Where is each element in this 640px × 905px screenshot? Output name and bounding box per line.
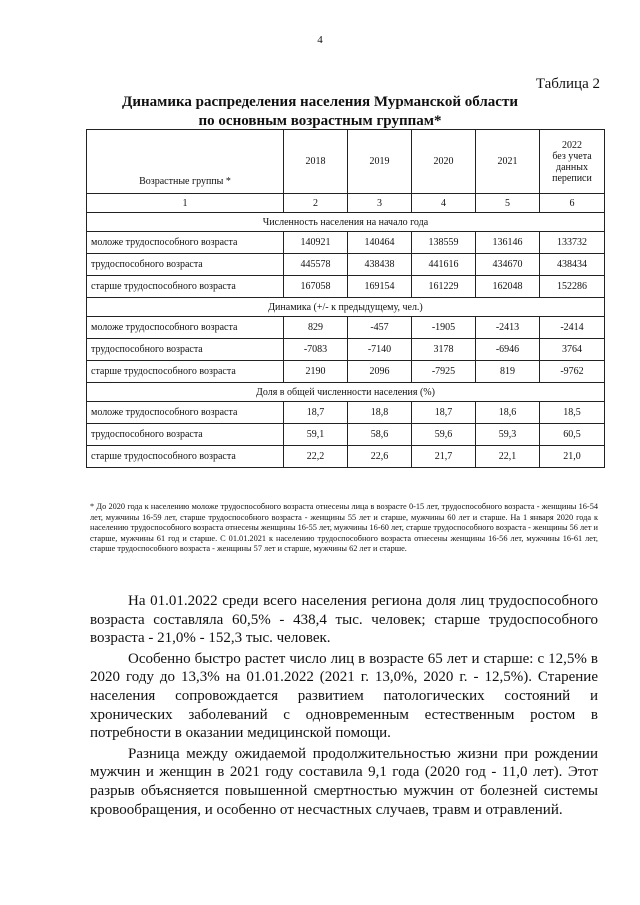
table-cell: 18,7 [284,402,348,424]
table-cell: 18,7 [412,402,476,424]
table-cell: 161229 [412,276,476,298]
header-age-groups: Возрастные группы * [87,130,284,194]
table-cell: 2096 [348,361,412,383]
table-cell: 3764 [540,339,605,361]
section-title: Численность населения на начало года [87,213,605,232]
paragraph: Разница между ожидаемой продолжительностью жизни при рождении мужчин и женщин в 2021 году составила 9,1 года (2020 год - 11,0 лет). Этот разрыв объясняется повышенной смертностью мужчин от болезней системы кровообращения, и особенно от несчастных случаев, травм и отравлений. [90,745,598,818]
table-cell: 21,7 [412,446,476,468]
table-cell: 60,5 [540,424,605,446]
table-cell: 18,6 [476,402,540,424]
table-cell: 3178 [412,339,476,361]
table-row [87,446,605,468]
column-number: 1 [87,194,284,213]
table-cell: 22,1 [476,446,540,468]
table-cell: -2413 [476,317,540,339]
row-label: моложе трудоспособного возраста [87,317,284,339]
title-line-2: по основным возрастным группам* [198,113,442,129]
table-cell: 22,6 [348,446,412,468]
header-2022-line: без учета [552,150,592,162]
table-row [87,232,605,254]
table-cell: 162048 [476,276,540,298]
table-cell: 22,2 [284,446,348,468]
table-cell: 167058 [284,276,348,298]
header-year-2022 [540,130,605,194]
table-cell: -2414 [540,317,605,339]
row-label: старше трудоспособного возраста [87,446,284,468]
column-number: 3 [348,194,412,213]
row-label: моложе трудоспособного возраста [87,232,284,254]
table-cell: 438438 [348,254,412,276]
paragraph: Особенно быстро растет число лиц в возрасте 65 лет и старше: с 12,5% в 2020 году до 13,3% на 01.01.2022 (2021 г. 13,0%, 2020 г. - 12,5%). Старение населения сопровождается развитием патологических состояний и хронических заболеваний с одновременным естественным ростом в потребности в оказании медицинской помощи. [90,650,598,742]
table-cell: 136146 [476,232,540,254]
row-label: моложе трудоспособного возраста [87,402,284,424]
header-year-2018: 2018 [284,130,348,194]
page-number: 4 [317,34,323,46]
table-cell: 829 [284,317,348,339]
table-cell: 140921 [284,232,348,254]
table-cell: -457 [348,317,412,339]
table-cell: 434670 [476,254,540,276]
table-cell: 58,6 [348,424,412,446]
table-cell: 59,6 [412,424,476,446]
section-title: Динамика (+/- к предыдущему, чел.) [87,298,605,317]
section-header-row [87,383,605,402]
column-number: 2 [284,194,348,213]
table-cell: 59,1 [284,424,348,446]
table-cell: 140464 [348,232,412,254]
table-row [87,317,605,339]
table-cell: -6946 [476,339,540,361]
table-cell: 445578 [284,254,348,276]
section-title: Доля в общей численности населения (%) [87,383,605,402]
table-cell: 438434 [540,254,605,276]
table-cell: -7140 [348,339,412,361]
header-row [87,130,605,194]
header-2022-line: переписи [552,172,592,184]
header-2022-line: 2022 [562,139,582,151]
table-cell: -9762 [540,361,605,383]
column-number-row [87,194,605,213]
table-cell: -7083 [284,339,348,361]
table-cell: 18,8 [348,402,412,424]
section-header-row [87,213,605,232]
title-line-1: Динамика распределения населения Мурманской области [122,94,518,110]
footnote: * До 2020 года к населению моложе трудоспособного возраста отнесены лица в возрасте 0-15 лет, трудоспособного возраста - женщины 16-54 лет, мужчины 16-59 лет, старше трудоспособного возраста - женщины 55 лет и старше, мужчины 60 лет и старше. На 1 января 2020 года к населению трудоспособного возраста отнесены женщины 16-55 лет, мужчины 16-60 лет, старше трудоспособного возраста - женщины 56 лет и старше, мужчины 61 год и старше. С 01.01.2021 к населению трудоспособного возраста отнесены женщины 16-56 лет, мужчины 16-61 лет, старше трудоспособного возраста - женщины 57 лет и старше, мужчины 62 лет и старше. [90,502,598,554]
header-year-2020: 2020 [412,130,476,194]
table-cell: 819 [476,361,540,383]
section-header-row [87,298,605,317]
table-cell: 133732 [540,232,605,254]
header-2022-line: данных [556,161,588,173]
paragraph: На 01.01.2022 среди всего населения региона доля лиц трудоспособного возраста составляла 60,5% - 438,4 тыс. человек; старше трудоспособного возраста - 21,0% - 152,3 тыс. человек. [90,593,598,647]
row-label: трудоспособного возраста [87,254,284,276]
table-cell: -1905 [412,317,476,339]
row-label: старше трудоспособного возраста [87,361,284,383]
row-label: старше трудоспособного возраста [87,276,284,298]
table-row [87,402,605,424]
column-number: 6 [540,194,605,213]
table-cell: 18,5 [540,402,605,424]
table-label: Таблица 2 [535,76,600,92]
column-number: 5 [476,194,540,213]
table-row [87,361,605,383]
header-year-2019: 2019 [348,130,412,194]
table-row [87,339,605,361]
row-label: трудоспособного возраста [87,339,284,361]
body-text [90,592,598,821]
table-title [0,93,640,131]
table-row [87,254,605,276]
population-table [86,129,605,468]
table-cell: 169154 [348,276,412,298]
table-row [87,424,605,446]
row-label: трудоспособного возраста [87,424,284,446]
column-number: 4 [412,194,476,213]
table-cell: 59,3 [476,424,540,446]
table-cell: 441616 [412,254,476,276]
table-cell: -7925 [412,361,476,383]
table-cell: 2190 [284,361,348,383]
table-cell: 21,0 [540,446,605,468]
table-cell: 138559 [412,232,476,254]
table-cell: 152286 [540,276,605,298]
header-year-2021: 2021 [476,130,540,194]
table-row [87,276,605,298]
